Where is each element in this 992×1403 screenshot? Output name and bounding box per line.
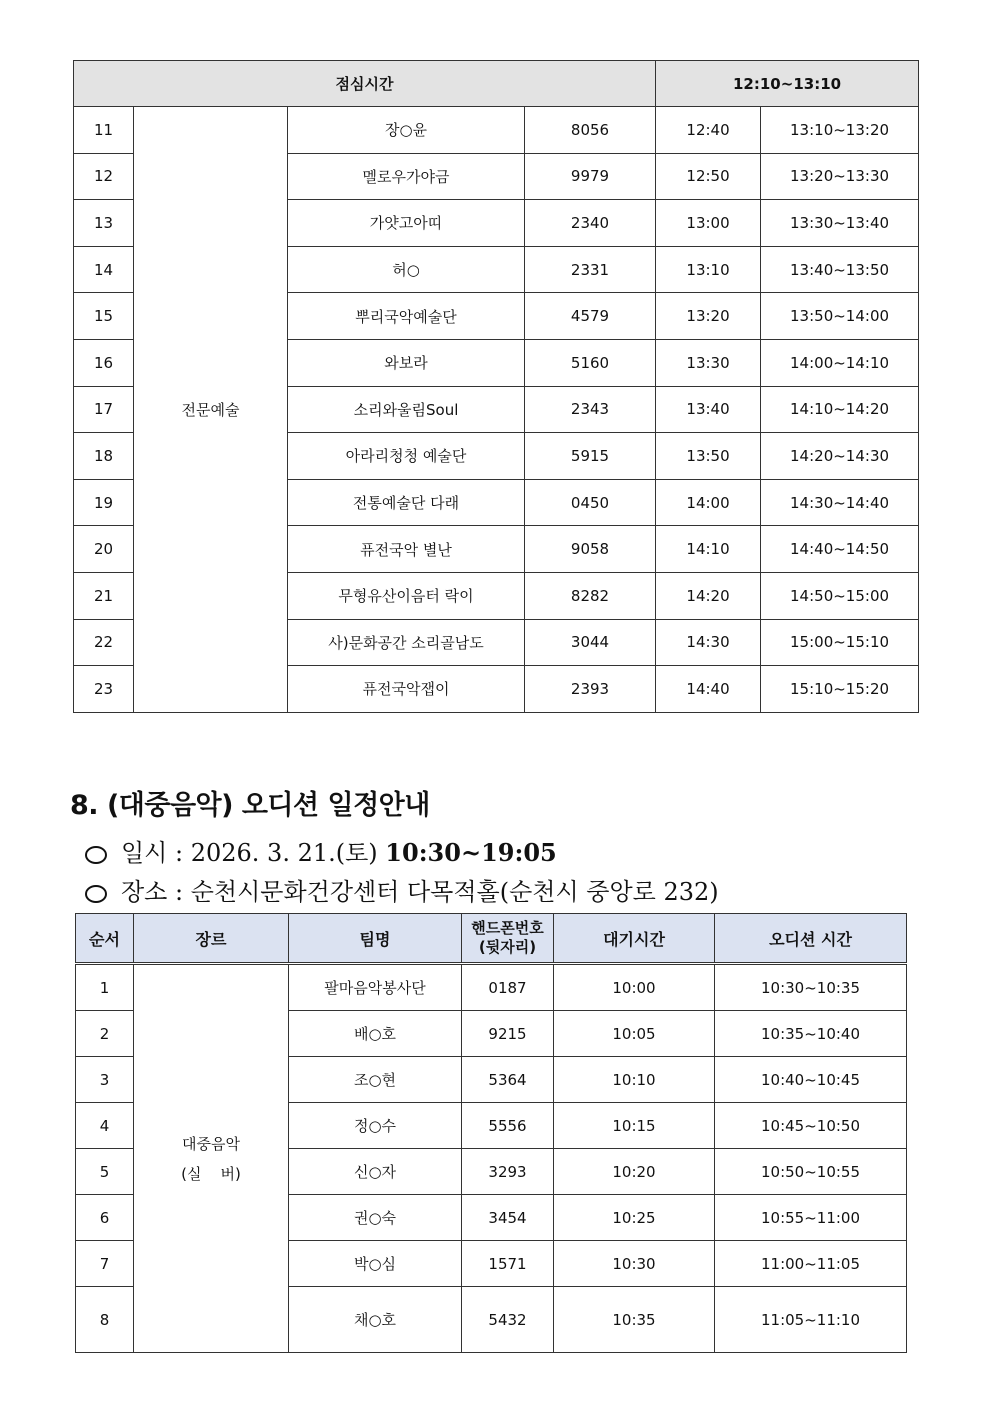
circle-bullet-icon [85, 885, 107, 903]
audition-time: 11:00~11:05 [715, 1241, 907, 1287]
wait-time: 10:00 [554, 964, 715, 1011]
phone-last-digits: 0187 [462, 964, 554, 1011]
wait-time: 12:50 [656, 153, 761, 200]
phone-last-digits: 3454 [462, 1195, 554, 1241]
row-number: 3 [76, 1057, 134, 1103]
audition-time: 14:50~15:00 [761, 572, 919, 619]
venue-line [85, 872, 719, 907]
wait-time: 12:40 [656, 107, 761, 154]
team-name: 권○숙 [289, 1195, 462, 1241]
row-number: 22 [74, 619, 134, 666]
table-row [74, 107, 919, 154]
phone-last-digits: 2343 [525, 386, 656, 433]
row-number: 4 [76, 1103, 134, 1149]
audition-time: 10:30~10:35 [715, 964, 907, 1011]
genre-cell: 전문예술 [134, 107, 288, 713]
team-name: 조○현 [289, 1057, 462, 1103]
team-name: 퓨전국악 별난 [288, 526, 525, 573]
pop-music-schedule-table [75, 913, 907, 1353]
audition-time: 10:45~10:50 [715, 1103, 907, 1149]
table-row [76, 964, 907, 1011]
wait-time: 13:10 [656, 246, 761, 293]
wait-time: 13:50 [656, 433, 761, 480]
row-number: 17 [74, 386, 134, 433]
audition-time: 15:10~15:20 [761, 666, 919, 713]
audition-time: 10:55~11:00 [715, 1195, 907, 1241]
audition-time: 13:50~14:00 [761, 293, 919, 340]
wait-time: 14:30 [656, 619, 761, 666]
phone-last-digits: 9215 [462, 1011, 554, 1057]
lunch-row [74, 61, 919, 107]
audition-time: 13:30~13:40 [761, 200, 919, 247]
wait-time: 10:25 [554, 1195, 715, 1241]
team-name: 소리와울림Soul [288, 386, 525, 433]
wait-time: 13:00 [656, 200, 761, 247]
audition-time: 10:50~10:55 [715, 1149, 907, 1195]
genre-line2: (실 버) [181, 1164, 241, 1183]
wait-time: 14:40 [656, 666, 761, 713]
phone-last-digits: 2393 [525, 666, 656, 713]
team-name: 장○윤 [288, 107, 525, 154]
wait-time: 14:20 [656, 572, 761, 619]
team-name: 팔마음악봉사단 [289, 964, 462, 1011]
wait-time: 13:20 [656, 293, 761, 340]
team-name: 사)문화공간 소리골남도 [288, 619, 525, 666]
schedule-date-line [85, 833, 557, 868]
wait-time: 10:20 [554, 1149, 715, 1195]
phone-last-digits: 9979 [525, 153, 656, 200]
phone-last-digits: 5432 [462, 1287, 554, 1353]
team-name: 박○심 [289, 1241, 462, 1287]
team-name: 멜로우가야금 [288, 153, 525, 200]
pro-arts-schedule-table [73, 60, 919, 713]
phone-last-digits: 5556 [462, 1103, 554, 1149]
team-name: 아라리청청 예술단 [288, 433, 525, 480]
row-number: 18 [74, 433, 134, 480]
row-number: 5 [76, 1149, 134, 1195]
phone-last-digits: 4579 [525, 293, 656, 340]
date-label: 일시 : 2026. 3. 21.(토) [121, 839, 386, 867]
phone-last-digits: 3044 [525, 619, 656, 666]
phone-last-digits: 5160 [525, 339, 656, 386]
row-number: 1 [76, 964, 134, 1011]
header-no: 순서 [76, 914, 134, 964]
circle-bullet-icon [85, 846, 107, 864]
audition-time: 14:40~14:50 [761, 526, 919, 573]
wait-time: 14:10 [656, 526, 761, 573]
phone-last-digits: 2331 [525, 246, 656, 293]
team-name: 퓨전국악잽이 [288, 666, 525, 713]
audition-time: 14:30~14:40 [761, 479, 919, 526]
row-number: 15 [74, 293, 134, 340]
row-number: 14 [74, 246, 134, 293]
lunch-label: 점심시간 [74, 61, 656, 107]
phone-last-digits: 3293 [462, 1149, 554, 1195]
row-number: 16 [74, 339, 134, 386]
header-team: 팀명 [289, 914, 462, 964]
row-number: 11 [74, 107, 134, 154]
wait-time: 10:05 [554, 1011, 715, 1057]
date-time: 10:30~19:05 [385, 838, 557, 867]
team-name: 채○호 [289, 1287, 462, 1353]
audition-time: 14:10~14:20 [761, 386, 919, 433]
phone-last-digits: 5364 [462, 1057, 554, 1103]
team-name: 허○ [288, 246, 525, 293]
row-number: 19 [74, 479, 134, 526]
phone-last-digits: 5915 [525, 433, 656, 480]
phone-last-digits: 1571 [462, 1241, 554, 1287]
row-number: 12 [74, 153, 134, 200]
audition-time: 10:35~10:40 [715, 1011, 907, 1057]
wait-time: 10:15 [554, 1103, 715, 1149]
section-title: 8. (대중음악) 오디션 일정안내 [70, 790, 430, 821]
genre-cell [134, 964, 289, 1353]
wait-time: 10:30 [554, 1241, 715, 1287]
team-name: 배○호 [289, 1011, 462, 1057]
row-number: 2 [76, 1011, 134, 1057]
audition-time: 14:20~14:30 [761, 433, 919, 480]
header-phone [462, 914, 554, 964]
header-phone-line1: 핸드폰번호 [471, 919, 544, 937]
genre-line1: 대중음악 [182, 1134, 240, 1153]
audition-time: 13:40~13:50 [761, 246, 919, 293]
audition-time: 13:10~13:20 [761, 107, 919, 154]
team-name: 와보라 [288, 339, 525, 386]
phone-last-digits: 0450 [525, 479, 656, 526]
header-genre: 장르 [134, 914, 289, 964]
audition-time: 13:20~13:30 [761, 153, 919, 200]
row-number: 6 [76, 1195, 134, 1241]
phone-last-digits: 2340 [525, 200, 656, 247]
wait-time: 10:10 [554, 1057, 715, 1103]
header-phone-line2: (뒷자리) [478, 938, 537, 956]
wait-time: 13:40 [656, 386, 761, 433]
audition-time: 15:00~15:10 [761, 619, 919, 666]
row-number: 20 [74, 526, 134, 573]
audition-time: 11:05~11:10 [715, 1287, 907, 1353]
row-number: 23 [74, 666, 134, 713]
audition-time: 10:40~10:45 [715, 1057, 907, 1103]
wait-time: 10:35 [554, 1287, 715, 1353]
lunch-time: 12:10~13:10 [656, 61, 919, 107]
team-name: 전통예술단 다래 [288, 479, 525, 526]
wait-time: 13:30 [656, 339, 761, 386]
wait-time: 14:00 [656, 479, 761, 526]
team-name: 정○수 [289, 1103, 462, 1149]
team-name: 무형유산이음터 락이 [288, 572, 525, 619]
phone-last-digits: 8056 [525, 107, 656, 154]
header-audition: 오디션 시간 [715, 914, 907, 964]
team-name: 뿌리국악예술단 [288, 293, 525, 340]
phone-last-digits: 8282 [525, 572, 656, 619]
row-number: 13 [74, 200, 134, 247]
row-number: 7 [76, 1241, 134, 1287]
audition-time: 14:00~14:10 [761, 339, 919, 386]
row-number: 21 [74, 572, 134, 619]
venue-text: 장소 : 순천시문화건강센터 다목적홀(순천시 중앙로 232) [121, 878, 719, 906]
phone-last-digits: 9058 [525, 526, 656, 573]
team-name: 신○자 [289, 1149, 462, 1195]
row-number: 8 [76, 1287, 134, 1353]
team-name: 가얏고아띠 [288, 200, 525, 247]
header-wait: 대기시간 [554, 914, 715, 964]
table-header-row [76, 914, 907, 964]
